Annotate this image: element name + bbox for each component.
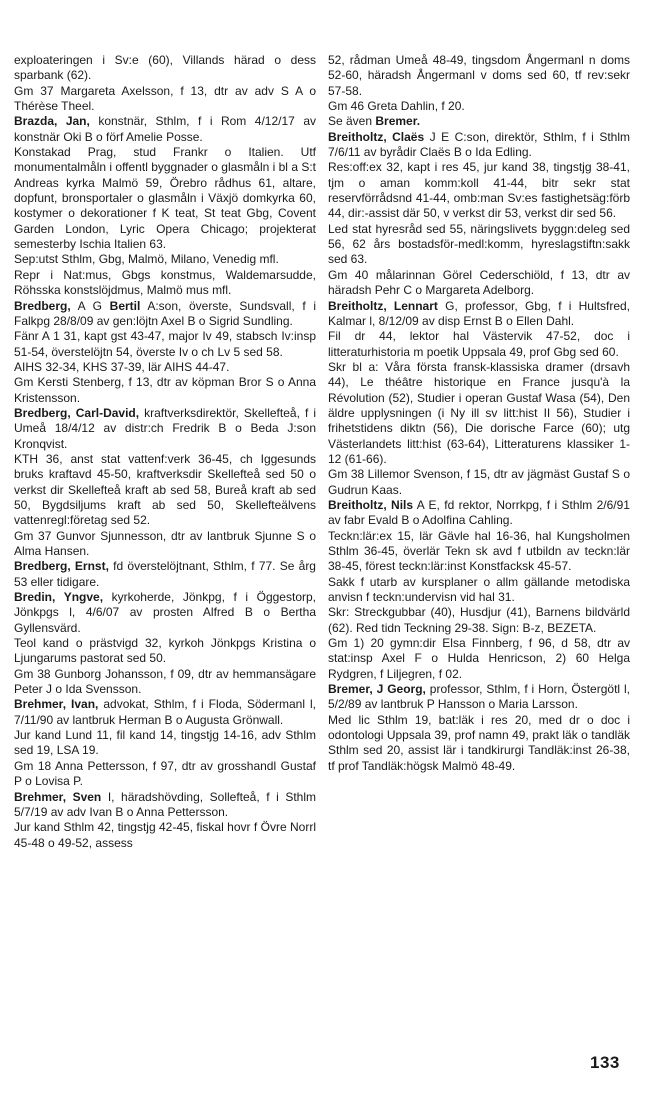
text-paragraph xyxy=(328,160,630,221)
entry-text: kyrkoherde, Jönkpg, f i Öggestorp, Jönkpgs l, 4/6/07 av prosten Alfred B o Bertha Gyllensvärd. xyxy=(14,590,316,635)
text-paragraph xyxy=(328,467,630,498)
text-paragraph xyxy=(14,728,316,759)
entry-text: Teckn:lär:ex 15, lär Gävle hal 16-36, hal Kungsholmen Sthlm 36-45, överlär Tekn sk avd f utbildn av teckn:lär 38-45, förest teckn:lär:inst Konstfacksk 45-57. xyxy=(328,528,630,574)
entry-text: G, professor, Gbg, f i Hultsfred, Kalmar l, 8/12/09 av disp Ernst B o Ellen Dahl. xyxy=(328,298,630,328)
entry-text: KTH 36, anst stat vattenf:verk 36-45, ch Iggesunds bruks kraftavd 45-50, kraftverksdir Skellefteå sed 50 o verkst dir Skellefteå kraft ab sed 58, Bureå kraft ab sed 50, Bygdsiljums kraft ab sed 50, Skellefteälvens vattenregl:företag sed 52. xyxy=(14,451,316,528)
entry-text: Fil dr 44, lektor hal Västervik 47-52, doc i litteraturhistoria m poetik Uppsala 49, prof Gbg sed 60. xyxy=(328,329,630,359)
entry-text: Gm Kersti Stenberg, f 13, dtr av köpman Bror S o Anna Kristensson. xyxy=(14,375,316,405)
entry-text: Res:off:ex 32, kapt i res 45, jur kand 38, tingstjg 38-41, tjm o aman komm:koll 41-44, bitr sekr stat reservförrådsnd 41-44, omb:man Sv:es fastighetsäg:förb 44, dir:-assist där 50, v verkst dir 53, verkst dir sed 56. xyxy=(328,160,630,221)
entry-text: Skr bl a: Våra första fransk-klassiska dramer (drsavh 44), Le théâtre historique en France jusqu'à la Révolution (52), Studier i operan Gustaf Wasa (54), Den äldre upplysningen (i Ny ill sv litt:hist II 56), Studier i frihetstidens diktn (56), Die dorische Farce (60); utg Västerlandets litt:hist (63-64), Litteraturens klassiker 1-12 (61-66). xyxy=(328,359,630,466)
entry-text: fd överstelöjtnant, Sthlm, f 77. Se årg 53 eller tidigare. xyxy=(14,559,316,589)
entry-text: kraftverksdirektör, Skellefteå, f i Umeå 18/4/12 av distr:ch Fredrik B o Beda J:son Kronqvist. xyxy=(14,405,316,451)
left-column xyxy=(14,53,316,851)
entry-text: advokat, Sthlm, f i Floda, Södermanl l, 7/11/90 av lantbruk Herman B o Augusta Grönwall. xyxy=(14,697,316,727)
entry-paragraph xyxy=(14,697,316,728)
entry-text: Gm 38 Gunborg Johansson, f 09, dtr av hemmansägare Peter J o Ida Svensson. xyxy=(14,666,316,697)
entry-text: A E, fd rektor, Norrkpg, f i Sthlm 2/6/91 av fabr Evald B o Adolfina Cahling. xyxy=(328,497,630,528)
entry-text: Repr i Nat:mus, Gbgs konstmus, Waldemarsudde, Röhsska konstslöjdmus, Malmö mus mfl. xyxy=(14,267,316,298)
entry-text: Jur kand Lund 11, fil kand 14, tingstjg 14-16, adv Sthlm sed 19, LSA 19. xyxy=(14,728,316,758)
entry-text: Gm 1) 20 gymn:dir Elsa Finnberg, f 96, d 58, dtr av stat:insp Axel F o Hulda Henricson, 2) 60 Helga Rydgren, f Liljegren, f 02. xyxy=(328,636,630,681)
entry-paragraph xyxy=(328,498,630,529)
entry-name: Breitholtz, Nils xyxy=(328,497,414,512)
entry-text: Skr: Streckgubbar (40), Husdjur (41), Barnens bildvärld (62). Red tidn Teckning 29-38. Sign: B-z, BEZETA. xyxy=(328,605,630,635)
entry-name: Bremer, J Georg, xyxy=(328,682,426,697)
entry-paragraph xyxy=(328,114,630,129)
text-paragraph xyxy=(14,375,316,406)
text-paragraph xyxy=(14,329,316,360)
entry-text: Sakk f utarb av kursplaner o allm gällande metodiska anvisn f teckn:undervisn vid hal 31. xyxy=(328,574,630,605)
entry-text: exploateringen i Sv:e (60), Villands härad o dess sparbank (62). xyxy=(14,53,316,83)
entry-text: Konstakad Prag, stud Frankr o Italien. Utf monumentalmåln i offentl byggnader o glasmåln i bl a S:t Andreas kyrka Malmö 59, Örebro rådhus 61, altare, dopfunt, bronsportaler o glasmåln i Växjö domkyrka 60, kostymer o dekorationer f K teat, St teat Gbg, Covent Garden London, Lyric Opera Chicago; projekterat semesterby Ischia Italien 63. xyxy=(14,145,316,252)
entry-text: Jur kand Sthlm 42, tingstjg 42-45, fiskal hovr f Övre Norrl 45-48 o 49-52, assess xyxy=(14,820,316,850)
entry-text: Gm 38 Lillemor Svenson, f 15, dtr av jägmäst Gustaf S o Gudrun Kaas. xyxy=(328,467,630,497)
entry-text: Sep:utst Sthlm, Gbg, Malmö, Milano, Venedig mfl. xyxy=(14,252,279,267)
entry-name: Brehmer, Ivan, xyxy=(14,697,99,712)
text-paragraph xyxy=(14,360,316,375)
text-paragraph xyxy=(14,145,316,252)
entry-paragraph xyxy=(328,299,630,330)
text-paragraph xyxy=(14,759,316,790)
entry-text: I, häradshövding, Sollefteå, f i Sthlm 5/7/19 av adv Ivan B o Anna Pettersson. xyxy=(14,789,316,819)
page-number: 133 xyxy=(590,1053,620,1072)
entry-text: Gm 46 Greta Dahlin, f 20. xyxy=(328,99,465,114)
entry-name: Bredberg, Ernst, xyxy=(14,559,109,574)
entry-text: Gm 40 målarinnan Görel Cederschiöld, f 13, dtr av häradsh Pehr C o Margareta Adelborg. xyxy=(328,267,630,298)
entry-text: Gm 37 Margareta Axelsson, f 13, dtr av adv S A o Thérèse Theel. xyxy=(14,83,316,114)
entry-name: Bredberg, Carl-David, xyxy=(14,405,140,420)
entry-text: Gm 37 Gunvor Sjunnesson, dtr av lantbruk Sjunne S o Alma Hansen. xyxy=(14,528,316,558)
text-paragraph xyxy=(14,252,316,267)
text-paragraph xyxy=(328,329,630,360)
text-paragraph xyxy=(328,605,630,636)
entry-paragraph xyxy=(14,299,316,330)
text-paragraph xyxy=(14,452,316,529)
entry-name: Bremer. xyxy=(375,114,421,129)
entry-paragraph xyxy=(328,682,630,713)
entry-paragraph xyxy=(14,790,316,821)
text-paragraph xyxy=(14,636,316,667)
entry-text: konstnär, Sthlm, f i Rom 4/12/17 av konstnär Oki B o förf Amelie Posse. xyxy=(14,114,316,144)
entry-name: Brazda, Jan, xyxy=(14,114,90,129)
text-paragraph xyxy=(328,53,630,99)
entry-text: J E C:son, direktör, Sthlm, f i Sthlm 7/6/11 av byrådir Claës B o Ida Edling. xyxy=(328,129,630,160)
entry-name: Bredberg, xyxy=(14,298,71,313)
entry-text: Se även xyxy=(328,114,376,129)
text-paragraph xyxy=(14,667,316,698)
right-column xyxy=(328,53,630,774)
text-paragraph xyxy=(328,529,630,575)
entry-text: professor, Sthlm, f i Horn, Östergötl l, 5/2/89 av lantbruk P Hansson o Maria Larsson. xyxy=(328,682,630,712)
text-paragraph xyxy=(328,222,630,268)
entry-paragraph xyxy=(14,406,316,452)
text-paragraph xyxy=(14,529,316,560)
entry-text: A:son, överste, Sundsvall, f i Falkpg 28/8/09 av gen:löjtn Axel B o Sigrid Sundling. xyxy=(14,298,317,328)
entry-text: 52, rådman Umeå 48-49, tingsdom Ångermanl n doms 52-60, häradsh Ångermanl v doms sed 60, tf rev:sekr 57-58. xyxy=(328,53,630,98)
entry-text: Med lic Sthlm 19, bat:läk i res 20, med dr o doc i odontologi Uppsala 39, prof namn 49, prakt läk o tandläk Sthlm sed 20, assist lär i tandkirurgi Tandläk:inst 26-38, tf prof Tandläk:högsk Malmö 48-49. xyxy=(328,712,630,773)
entry-paragraph xyxy=(14,559,316,590)
text-paragraph xyxy=(328,99,630,114)
entry-text: Teol kand o prästvigd 32, kyrkoh Jönkpgs Kristina o Ljungarums pastorat sed 50. xyxy=(14,636,316,666)
entry-name: Bredin, Yngve, xyxy=(14,590,104,605)
text-paragraph xyxy=(14,820,316,851)
entry-paragraph xyxy=(14,590,316,636)
entry-paragraph xyxy=(328,130,630,161)
entry-text: Fänr A 1 31, kapt gst 43-47, major Iv 49, stabsch Iv:insp 51-54, överstelöjtn 54, överste Iv o ch Lv 5 sed 58. xyxy=(14,329,316,359)
text-paragraph xyxy=(328,360,630,467)
entry-name: Brehmer, Sven xyxy=(14,789,102,804)
text-paragraph xyxy=(328,713,630,774)
entry-paragraph xyxy=(14,114,316,145)
text-paragraph xyxy=(14,268,316,299)
entry-text: A G xyxy=(70,298,110,313)
entry-name: Bertil xyxy=(109,298,141,313)
entry-name: Breitholtz, Lennart xyxy=(328,298,438,313)
entry-name: Breitholtz, Claës xyxy=(328,129,425,144)
text-paragraph xyxy=(14,84,316,115)
entry-text: Led stat hyresråd sed 55, näringslivets byggn:deleg sed 56, 62 års bostadsför-medl:komm, hyreslagstiftn:sakk sed 63. xyxy=(328,221,630,267)
text-paragraph xyxy=(328,636,630,682)
entry-text: Gm 18 Anna Pettersson, f 97, dtr av grosshandl Gustaf P o Lovisa P. xyxy=(14,758,316,789)
text-paragraph xyxy=(328,268,630,299)
text-paragraph xyxy=(328,575,630,606)
entry-text: AIHS 32-34, KHS 37-39, lär AIHS 44-47. xyxy=(14,359,230,374)
text-paragraph xyxy=(14,53,316,84)
